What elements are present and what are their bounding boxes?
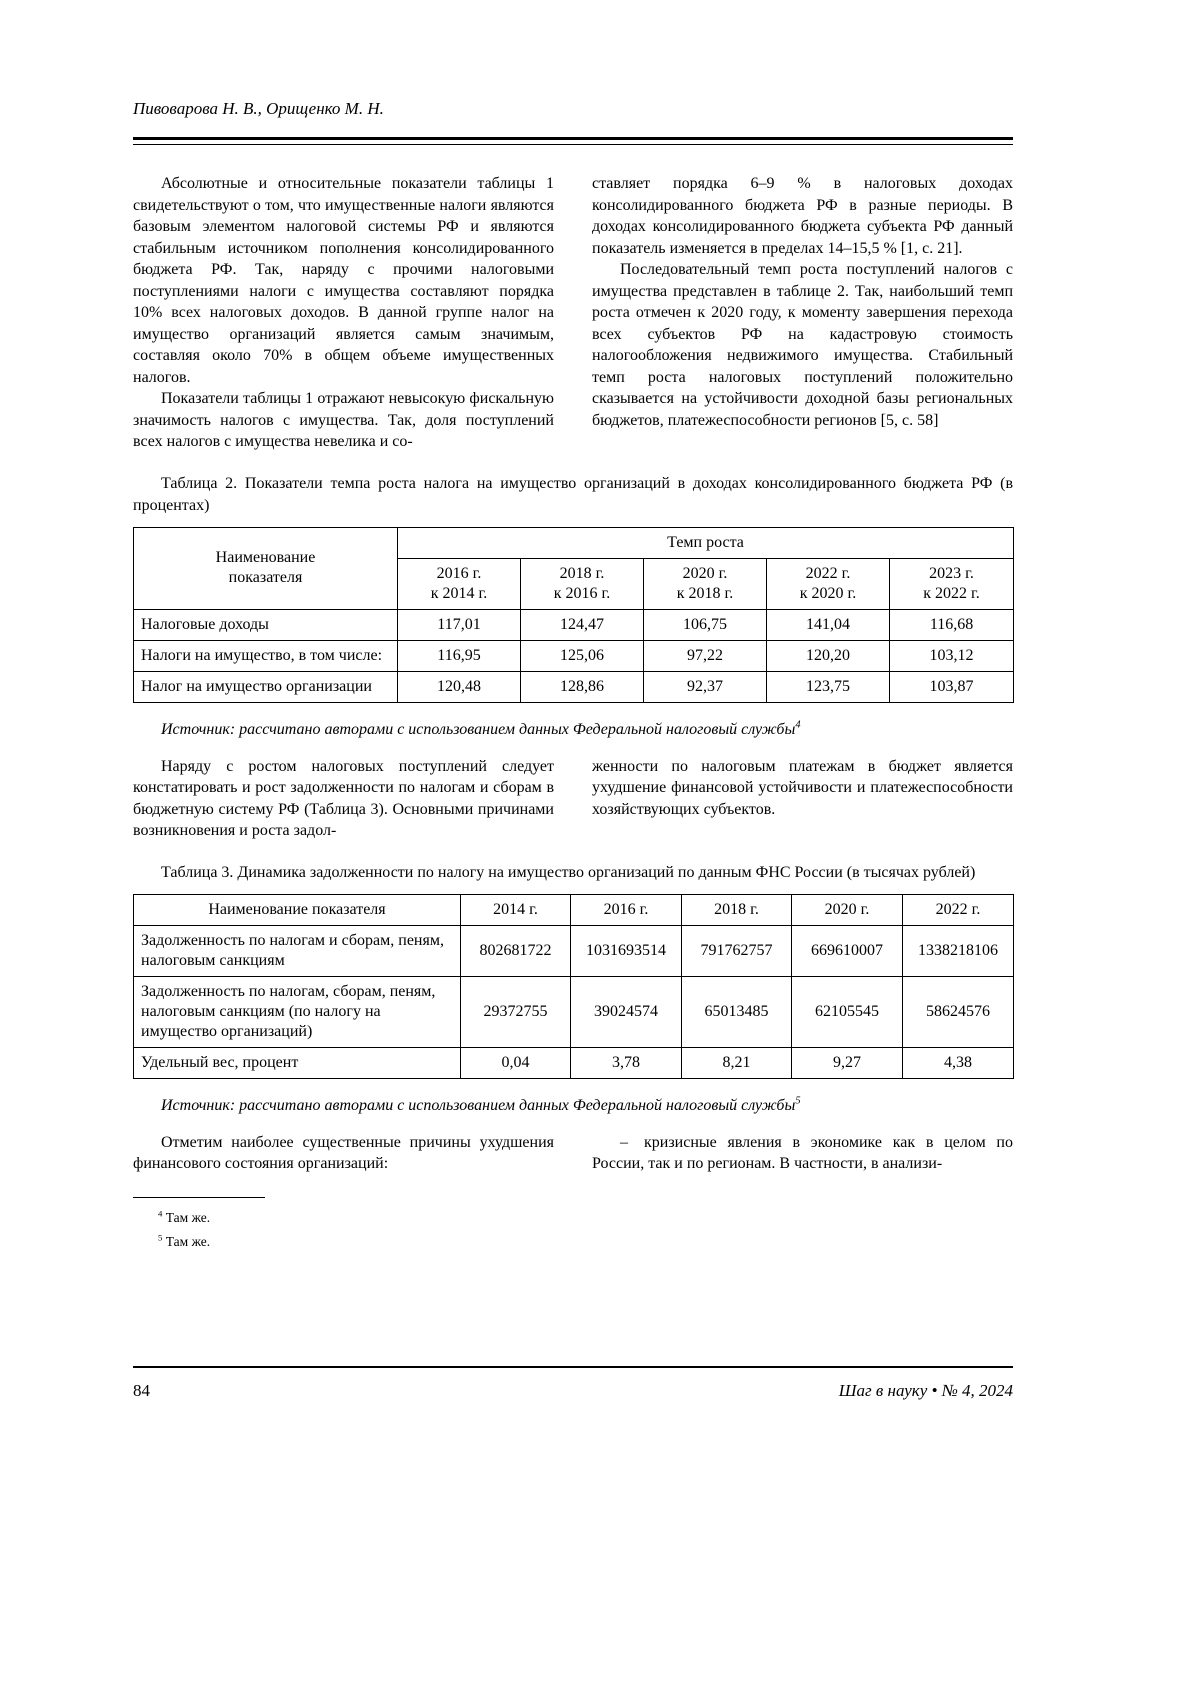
table-row [134, 640, 1014, 671]
debt-dynamics-table [133, 894, 1014, 1079]
footnote [133, 1206, 1013, 1230]
row-label: Задолженность по налогам и сборам, пеням, налоговым санкциям [134, 925, 461, 976]
text-column-left [133, 173, 554, 453]
table3-source-note [133, 1095, 1013, 1116]
footnote [133, 1230, 1013, 1254]
column-header-year: 2020 г. к 2018 г. [644, 558, 767, 609]
table-row [134, 1047, 1014, 1078]
data-cell: 125,06 [521, 640, 644, 671]
data-cell: 62105545 [792, 976, 903, 1047]
column-header: 2020 г. [792, 894, 903, 925]
column-header: 2016 г. [571, 894, 682, 925]
data-cell: 97,22 [644, 640, 767, 671]
body-paragraph: Абсолютные и относительные показатели таблицы 1 свидетельствуют о том, что имущественные налоги являются базовым элементом налоговой системы РФ и являются стабильным источником пополнения консолидированного бюджета РФ. Так, наряду с прочими налоговыми поступлениями налоги с имущества составляют порядка 10% всех налоговых доходов. В данной группе налог на имущество организаций является самым значимым, составляя около 70% в общем объеме имущественных налогов. [133, 175, 554, 386]
data-cell: 29372755 [461, 976, 571, 1047]
footnote-marker: 5 [158, 1232, 163, 1242]
source-text: Источник: рассчитано авторами с использованием данных Федеральной налоговый службы [161, 720, 796, 738]
column-header: Наименование показателя [134, 894, 461, 925]
table-header-row [134, 894, 1014, 925]
data-cell: 58624576 [903, 976, 1014, 1047]
column-header-year: 2018 г. к 2016 г. [521, 558, 644, 609]
data-cell: 120,48 [398, 671, 521, 702]
data-cell: 103,12 [890, 640, 1014, 671]
text-block-3 [133, 1132, 1013, 1175]
data-cell: 128,86 [521, 671, 644, 702]
data-cell: 669610007 [792, 925, 903, 976]
footnote-text: Там же. [165, 1209, 211, 1225]
body-paragraph: Отметим наиболее существенные причины ухудшения финансового состояния организаций: [133, 1133, 554, 1172]
body-paragraph: Последовательный темп роста поступлений налогов с имущества представлен в таблице 2. Так, наибольший темп роста отмечен к 2020 году, к моменту завершения перехода всех субъектов РФ на кадастровую стоимость налогообложения недвижимого имущества. Стабильный темп роста налоговых поступлений положительно сказывается на устойчивости доходной базы региональных бюджетов, платежеспособности регионов [5, с. 58] [592, 261, 1013, 429]
data-cell: 1338218106 [903, 925, 1014, 976]
body-paragraph: ставляет порядка 6–9 % в налоговых доходах консолидированного бюджета РФ в разные периоды. В доходах консолидированного бюджета субъекта РФ данный показатель изменяется в пределах 14–15,5 % [1, с. 21]. [592, 175, 1013, 257]
row-label: Налоги на имущество, в том числе: [134, 640, 398, 671]
footer-rule [133, 1366, 1013, 1368]
data-cell: 106,75 [644, 609, 767, 640]
data-cell: 116,95 [398, 640, 521, 671]
column-group-header: Темп роста [398, 527, 1014, 558]
data-cell: 103,87 [890, 671, 1014, 702]
text-block-2 [133, 756, 1013, 842]
row-label: Налог на имущество организации [134, 671, 398, 702]
header-double-rule [133, 137, 1013, 145]
body-paragraph: Показатели таблицы 1 отражают невысокую фискальную значимость налогов с имущества. Так, доля поступлений всех налогов с имущества невелика и со- [133, 390, 554, 450]
data-cell: 124,47 [521, 609, 644, 640]
footnote-text: Там же. [165, 1233, 211, 1249]
data-cell: 802681722 [461, 925, 571, 976]
text-block-1 [133, 173, 1013, 453]
table-row [134, 976, 1014, 1047]
row-label: Налоговые доходы [134, 609, 398, 640]
data-cell: 123,75 [767, 671, 890, 702]
text-column-left [133, 1132, 554, 1175]
table3-caption: Таблица 3. Динамика задолженности по налогу на имущество организаций по данным ФНС России (в тысячах рублей) [161, 863, 976, 881]
column-header: 2014 г. [461, 894, 571, 925]
data-cell: 3,78 [571, 1047, 682, 1078]
data-cell: 9,27 [792, 1047, 903, 1078]
data-cell: 141,04 [767, 609, 890, 640]
column-header: 2022 г. [903, 894, 1014, 925]
data-cell: 92,37 [644, 671, 767, 702]
column-header-name: Наименование показателя [134, 527, 398, 609]
footer-row [133, 1380, 1013, 1402]
data-cell: 116,68 [890, 609, 1014, 640]
table2-caption: Таблица 2. Показатели темпа роста налога на имущество организаций в доходах консолидированного бюджета РФ (в процентах) [133, 474, 1013, 514]
data-cell: 4,38 [903, 1047, 1014, 1078]
footnote-marker: 5 [795, 1095, 801, 1107]
text-column-left [133, 756, 554, 842]
text-column-right [592, 756, 1013, 842]
authors-header: Пивоварова Н. В., Орищенко М. Н. [133, 99, 384, 118]
data-cell: 791762757 [682, 925, 792, 976]
column-header: 2018 г. [682, 894, 792, 925]
table-row [134, 925, 1014, 976]
source-text: Источник: рассчитано авторами с использованием данных Федеральной налоговый службы [161, 1096, 796, 1114]
journal-title: Шаг в науку • № 4, 2024 [838, 1381, 1013, 1400]
data-cell: 117,01 [398, 609, 521, 640]
body-paragraph: женности по налоговым платежам в бюджет является ухудшение финансовой устойчивости и платежеспособности хозяйствующих субъектов. [592, 757, 1013, 818]
row-label: Задолженность по налогам, сборам, пеням, налоговым санкциям (по налогу на имущество организаций) [134, 976, 461, 1047]
table-row [134, 671, 1014, 702]
text-column-right [592, 1132, 1013, 1175]
table-row [134, 609, 1014, 640]
table-header-row [134, 527, 1014, 558]
footnote-rule [133, 1197, 265, 1198]
page-number: 84 [133, 1381, 150, 1400]
column-header-year: 2023 г. к 2022 г. [890, 558, 1014, 609]
row-label: Удельный вес, процент [134, 1047, 461, 1078]
data-cell: 65013485 [682, 976, 792, 1047]
data-cell: 39024574 [571, 976, 682, 1047]
footnote-marker: 4 [158, 1208, 163, 1218]
text-column-right [592, 173, 1013, 453]
data-cell: 1031693514 [571, 925, 682, 976]
column-header-year: 2016 г. к 2014 г. [398, 558, 521, 609]
table2-source-note [133, 719, 1013, 740]
growth-rate-table [133, 527, 1014, 703]
data-cell: 8,21 [682, 1047, 792, 1078]
data-cell: 0,04 [461, 1047, 571, 1078]
column-header-year: 2022 г. к 2020 г. [767, 558, 890, 609]
data-cell: 120,20 [767, 640, 890, 671]
page-footer [133, 1366, 1013, 1402]
body-paragraph: – кризисные явления в экономике как в целом по России, так и по регионам. В частности, в анализи- [592, 1133, 1013, 1172]
footnote-marker: 4 [795, 719, 801, 731]
body-paragraph: Наряду с ростом налоговых поступлений следует констатировать и рост задолженности по налогам и сборам в бюджетную систему РФ (Таблица 3). Основными причинами возникновения и роста задол- [133, 757, 554, 839]
